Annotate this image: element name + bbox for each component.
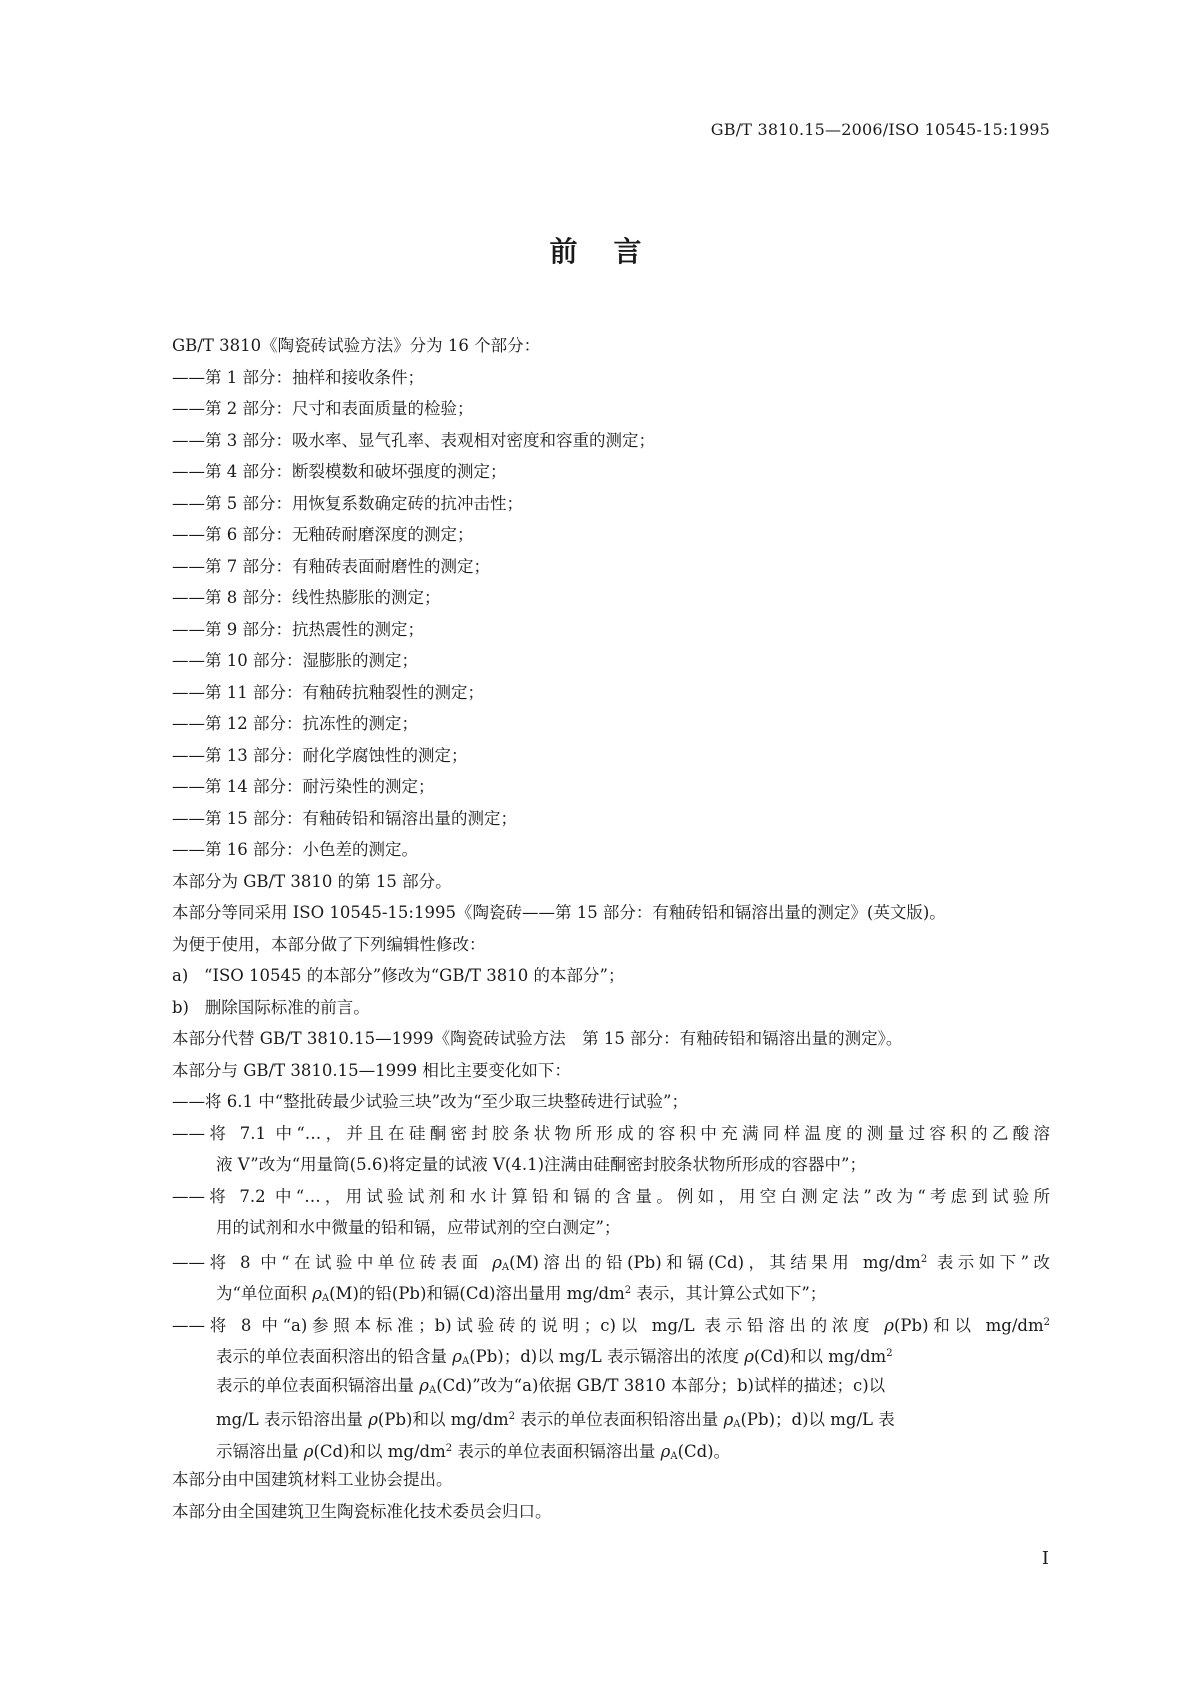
change-item-continued: 表示的单位表面积溶出的铅含量 $\rho_A(Pb)$；d)以 mg/L 表示镉溶出的浓度 ρ(Cd)和以 $mg/dm^2$ [216, 1347, 893, 1367]
rho-symbol: ρ [492, 1252, 502, 1272]
change-item: ——将 6.1 中“整批砖最少试验三块”改为“至少取三块整砖进行试验”； [172, 1092, 688, 1111]
change-item-continued: 用的试剂和水中微量的铅和镉，应带试剂的空白测定”； [216, 1218, 621, 1237]
statement-edit: 为便于使用，本部分做了下列编辑性修改： [172, 934, 486, 954]
part-item: ——第 2 部分：尺寸和表面质量的检验； [172, 399, 474, 418]
rho-symbol: ρ [368, 1410, 378, 1429]
rho-symbol: ρ [723, 1410, 734, 1429]
change-item: ——将 8 中“在试验中单位砖表面 $\rho_A(M)$溶出的铅(Pb)和镉(Cd)，其结果用 $mg/dm^2$ 表示如下”改 [172, 1252, 1051, 1273]
rho-symbol: ρ [884, 1315, 894, 1335]
foreword-body [172, 330, 1050, 1527]
change-item-continued: 为“单位面积 $\rho_A(M)$的铅(Pb)和镉(Cd)溶出量用 $mg/dm^2$ 表示，其计算公式如下”； [216, 1284, 827, 1304]
statement-part: 本部分为 GB/T 3810 的第 15 部分。 [172, 871, 452, 891]
edit-label: b) [172, 997, 189, 1017]
part-item: ——第 8 部分：线性热膨胀的测定； [172, 588, 441, 607]
statement-replace: 本部分代替 GB/T 3810.15—1999《陶瓷砖试验方法 第 15 部分：有釉砖铅和镉溶出量的测定》。 [172, 1029, 903, 1048]
part-item: ——第 14 部分：耐污染性的测定； [172, 777, 435, 796]
rho-symbol: ρ [419, 1375, 429, 1395]
part-item: ——第 13 部分：耐化学腐蚀性的测定； [172, 745, 468, 765]
part-item: ——第 15 部分：有釉砖铅和镉溶出量的测定； [172, 808, 517, 828]
edit-item [172, 992, 1050, 1024]
part-item: ——第 7 部分：有釉砖表面耐磨性的测定； [172, 556, 490, 576]
edit-item [172, 960, 1050, 992]
part-item: ——第 6 部分：无釉砖耐磨深度的测定； [172, 525, 474, 544]
standard-code: GB/T 3810.15—2006/ISO 10545-15:1995 [710, 120, 1050, 139]
rho-symbol: ρ [303, 1441, 314, 1461]
change-item-continued: mg/L 表示铅溶出量 ρ(Pb)和以 $mg/dm^2$ 表示的单位表面积铅溶出量 $\rho_A(Pb)$；d)以 mg/L 表 [216, 1410, 895, 1430]
part-item: ——第 3 部分：吸水率、显气孔率、表观相对密度和容重的测定； [172, 430, 655, 450]
page-title: 前言 [549, 235, 678, 268]
part-item: ——第 12 部分：抗冻性的测定； [172, 714, 418, 733]
rho-symbol: ρ [452, 1347, 462, 1366]
edit-text: “ISO 10545 的本部分”修改为“GB/T 3810 的本部分”； [204, 966, 625, 985]
change-item-continued: 表示的单位表面积镉溶出量 $\rho_A(Cd)$”改为“a)依据 GB/T 3810 本部分；b)试样的描述；c)以 [216, 1375, 886, 1396]
change-item: ——将 8 中“a)参照本标准；b)试验砖的说明；c)以 mg/L 表示铅溶出的浓度 ρ(Pb)和以 $mg/dm^2$ [172, 1315, 1050, 1335]
edit-label: a) [172, 966, 189, 985]
part-item: ——第 4 部分：断裂模数和破坏强度的测定； [172, 462, 507, 481]
part-item: ——第 9 部分：抗热震性的测定； [172, 619, 424, 639]
statement-centralized: 本部分由全国建筑卫生陶瓷标准化技术委员会归口。 [172, 1501, 552, 1521]
page-number: I [1041, 1548, 1049, 1569]
part-item: ——第 11 部分：有釉砖抗釉裂性的测定； [172, 682, 484, 702]
standard-code-header [711, 120, 1050, 139]
statement-changes: 本部分与 GB/T 3810.15—1999 相比主要变化如下： [172, 1060, 571, 1080]
rho-symbol: ρ [660, 1441, 671, 1461]
statement-adopt: 本部分等同采用 ISO 10545-15:1995《陶瓷砖——第 15 部分：有釉砖铅和镉溶出量的测定》(英文版)。 [172, 903, 946, 922]
intro-line: GB/T 3810《陶瓷砖试验方法》分为 16 个部分： [172, 336, 541, 355]
part-item: ——第 1 部分：抽样和接收条件； [172, 367, 424, 387]
change-item: ——将 7.2 中“…，用试验试剂和水计算铅和镉的含量。例如，用空白测定法”改为“考虑到试验所 [172, 1186, 1050, 1206]
rho-symbol: ρ [744, 1347, 754, 1366]
edit-text: 删除国际标准的前言。 [204, 997, 370, 1017]
part-item: ——第 16 部分：小色差的测定。 [172, 840, 418, 859]
change-item: ——将 7.1 中“…，并且在硅酮密封胶条状物所形成的容积中充满同样温度的测量过容积的乙酸溶 [172, 1123, 1050, 1143]
statement-proposed: 本部分由中国建筑材料工业协会提出。 [172, 1470, 453, 1489]
change-item-continued: 示镉溶出量 ρ(Cd)和以 $mg/dm^2$ 表示的单位表面积镉溶出量 $\rho_A(Cd)$。 [216, 1441, 731, 1462]
part-item: ——第 5 部分：用恢复系数确定砖的抗冲击性； [172, 493, 523, 513]
change-item-continued: 液 V”改为“用量筒(5.6)将定量的试液 V(4.1)注满由硅酮密封胶条状物所形成的容器中”； [216, 1155, 866, 1174]
rho-symbol: ρ [312, 1284, 322, 1303]
part-item: ——第 10 部分：湿膨胀的测定； [172, 651, 418, 670]
